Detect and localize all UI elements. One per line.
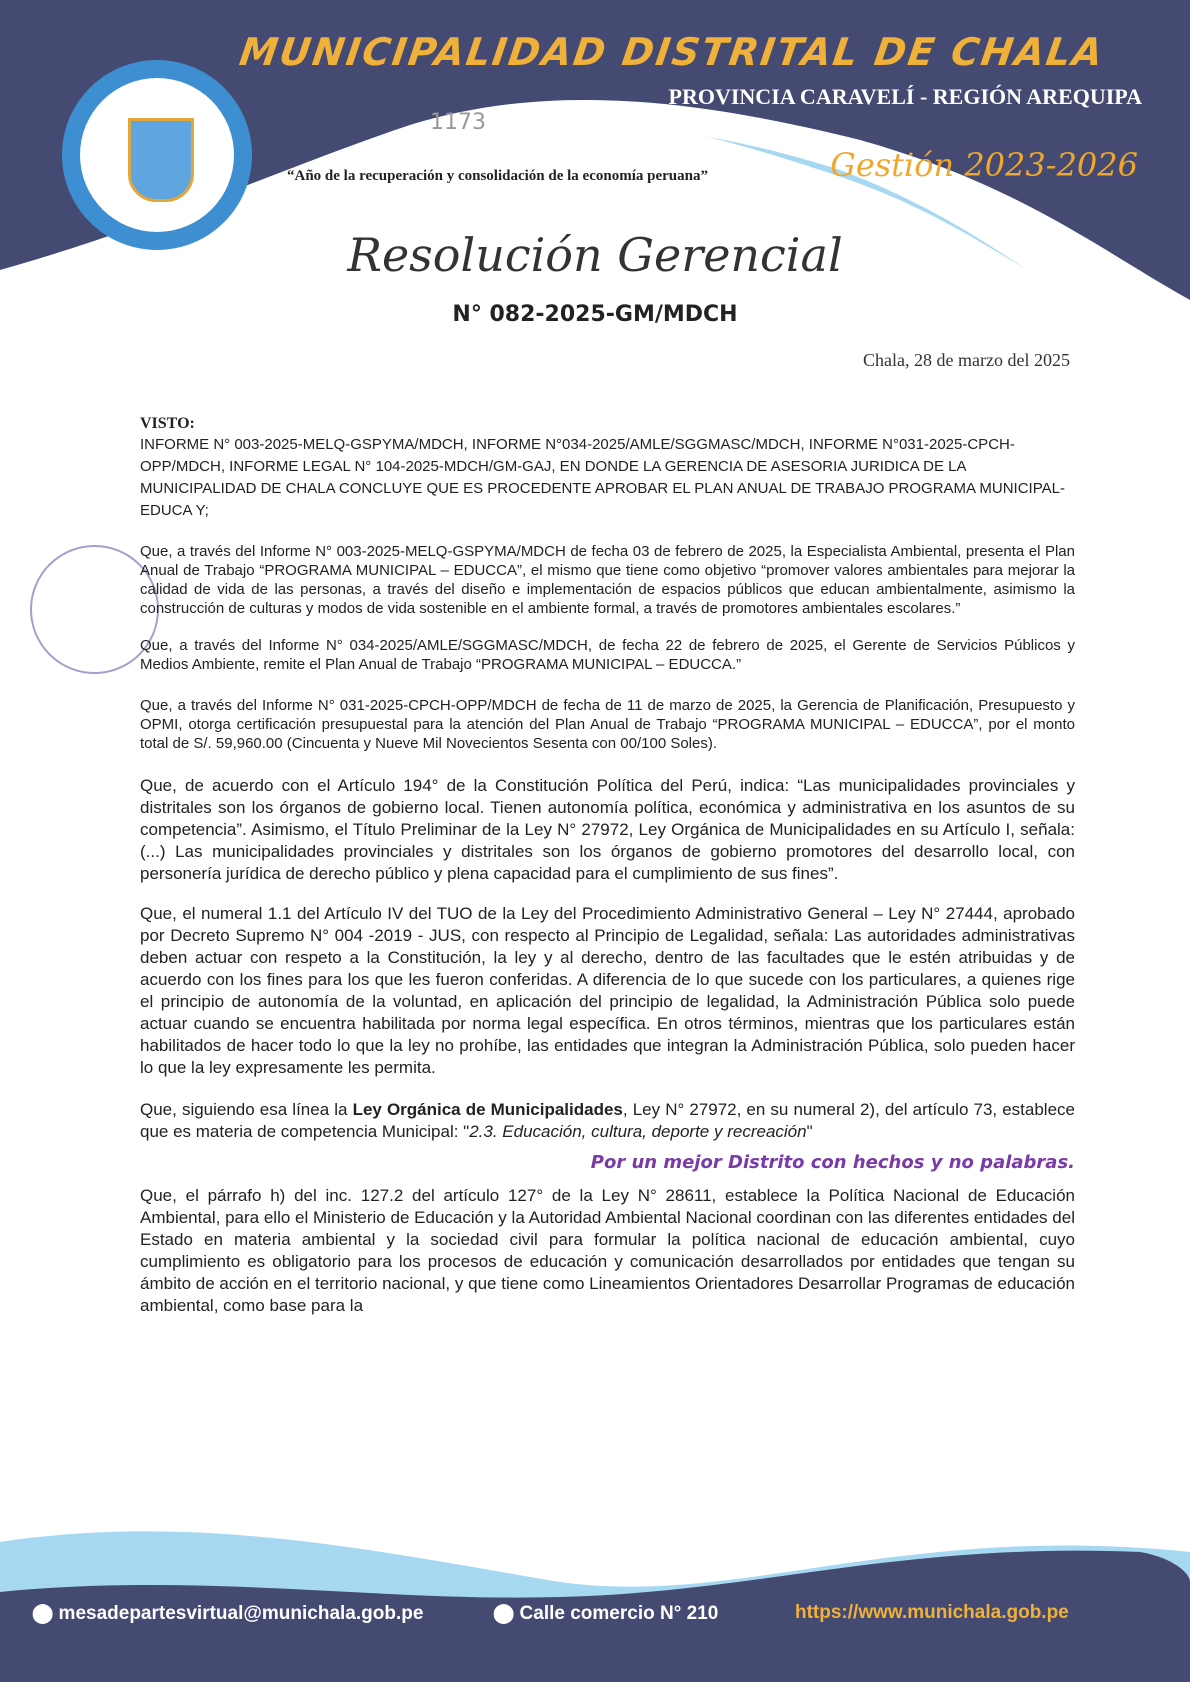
footer-website[interactable]: https://www.munichala.gob.pe bbox=[795, 1602, 1069, 1623]
quote: 2.3. Educación, cultura, deporte y recreación bbox=[469, 1122, 807, 1141]
footer-email[interactable]: mesadepartesvirtual@munichala.gob.pe bbox=[58, 1603, 424, 1624]
paragraph-6 bbox=[140, 1099, 1075, 1143]
province-region: PROVINCIA CARAVELÍ - REGIÓN AREQUIPA bbox=[668, 84, 1142, 109]
visto-text: INFORME N° 003-2025-MELQ-GSPYMA/MDCH, INFORME N°034-2025/AMLE/SGGMASC/MDCH, INFORME N°031-2025-CPCH-OPP/MDCH, INFORME LEGAL N° 104-2025-MDCH/GM-GAJ, EN DONDE LA GERENCIA DE ASESORIA JURIDICA DE LA MUNICIPALIDAD DE CHALA CONCLUYE QUE ES PROCEDENTE APROBAR EL PLAN ANUAL DE TRABAJO PROGRAMA MUNICIPAL-EDUCA Y; bbox=[140, 436, 1065, 519]
address-item bbox=[493, 1602, 718, 1625]
text: , Ley N° 27972, en su numeral 2), del artículo 73, establece que es materia de competencia Municipal: " bbox=[140, 1100, 1075, 1141]
year-motto: “Año de la recuperación y consolidación de la economía peruana” bbox=[287, 168, 708, 184]
paragraph-3: Que, a través del Informe N° 031-2025-CPCH-OPP/MDCH de fecha de 11 de marzo de 2025, la Gerencia de Planificación, Presupuesto y OPMI, otorga certificación presupuestal para la atención del Plan Anual de Trabajo “PROGRAMA MUNICIPAL – EDUCCA”, por el monto total de S/. 59,960.00 (Cincuenta y Nueve Mil Novecientos Sesenta con 00/100 Soles). bbox=[140, 697, 1075, 752]
footer-address: Calle comercio N° 210 bbox=[519, 1603, 719, 1624]
slogan-line-2: y no palabras. bbox=[930, 1152, 1075, 1173]
institution-name: MUNICIPALIDAD DISTRITAL DE CHALA bbox=[236, 30, 1108, 74]
email-item bbox=[32, 1602, 423, 1625]
term-label: Gestión 2023-2026 bbox=[830, 146, 1138, 184]
slogan-line-1: Por un mejor Distrito con hechos bbox=[590, 1152, 925, 1173]
document-number: N° 082-2025-GM/MDCH bbox=[452, 302, 738, 327]
paragraph-2: Que, a través del Informe N° 034-2025/AMLE/SGGMASC/MDCH, de fecha 22 de febrero de 2025, el Gerente de Servicios Públicos y Medios Ambiente, remite el Plan Anual de Trabajo “PROGRAMA MUNICIPAL – EDUCCA.” bbox=[140, 637, 1075, 673]
law-name: Ley Orgánica de Municipalidades bbox=[352, 1100, 623, 1119]
paragraph-4: Que, de acuerdo con el Artículo 194° de la Constitución Política del Perú, indica: “Las municipalidades provinciales y distritales son los órganos de gobierno local. Tienen autonomía política, económica y administrativa en los asuntos de su competencia”. Asimismo, el Título Preliminar de la Ley N° 27972, Ley Orgánica de Municipalidades en su Artículo I, señala: (...) Las municipalidades provinciales y distritales son los órganos de gobierno promotores del desarrollo local, con personería jurídica de derecho público y plena capacidad para el cumplimiento de sus fines”. bbox=[140, 776, 1075, 883]
document-body bbox=[140, 414, 1075, 1317]
text: " bbox=[806, 1122, 813, 1141]
text: Que, siguiendo esa línea la bbox=[140, 1100, 353, 1119]
footer-banner bbox=[0, 1512, 1190, 1682]
paragraph-1: Que, a través del Informe N° 003-2025-MELQ-GSPYMA/MDCH de fecha 03 de febrero de 2025, la Especialista Ambiental, presenta el Plan Anual de Trabajo “PROGRAMA MUNICIPAL – EDUCCA”, el mismo que tiene como objetivo “promover valores ambientales para mejorar la calidad de vida de las personas, a través del diseño e implementación de espacios públicos que educan ambientalmente, asimismo la construcción de culturas y modos de vida sostenible en el ambiente formal, a través de promotores ambientales escolares.” bbox=[140, 543, 1075, 617]
document-date: Chala, 28 de marzo del 2025 bbox=[863, 350, 1070, 370]
document-type: Resolución Gerencial bbox=[347, 228, 843, 282]
paragraph-7: Que, el párrafo h) del inc. 127.2 del artículo 127° de la Ley N° 28611, establece la Política Nacional de Educación Ambiental, para ello el Ministerio de Educación y la Autoridad Ambiental Nacional coordinan con las diferentes entidades del Estado en materia ambiental y la sociedad civil para formular la política nacional de educación ambiental, cuyo cumplimiento es obligatorio para los procesos de educación y comunicación desarrollados por entidades que tengan su ámbito de acción en el territorio nacional, y que tiene como Lineamientos Orientadores Desarrollar Programas de educación ambiental, como base para la bbox=[140, 1186, 1075, 1315]
coat-of-arms-icon bbox=[128, 118, 194, 202]
slogan bbox=[140, 1151, 1075, 1175]
location-pin-icon: ⬤ bbox=[32, 1603, 54, 1624]
location-pin-icon: ⬤ bbox=[493, 1603, 515, 1624]
visto-heading: VISTO: bbox=[140, 415, 195, 432]
paragraph-5: Que, el numeral 1.1 del Artículo IV del TUO de la Ley del Procedimiento Administrativo General – Ley N° 27444, aprobado por Decreto Supremo N° 004 -2019 - JUS, con respecto al Principio de Legalidad, señala: Las autoridades administrativas deben actuar con respeto a la Constitución, la ley y al derecho, dentro de las facultades que le estén atribuidas y de acuerdo con los fines para los que les fueron conferidas. A diferencia de lo que sucede con los particulares, a quienes rige el principio de autonomía de la voluntad, en aplicación del principio de legalidad, la Administración Pública solo puede actuar cuando se encuentra habilitada por norma legal específica. En otros términos, mientras que los particulares están habilitados de hacer todo lo que la ley no prohíbe, las entidades que integran la Administración Pública, solo pueden hacer lo que la ley expresamente les permita. bbox=[140, 904, 1075, 1077]
handwritten-number: 1173 bbox=[430, 110, 486, 135]
